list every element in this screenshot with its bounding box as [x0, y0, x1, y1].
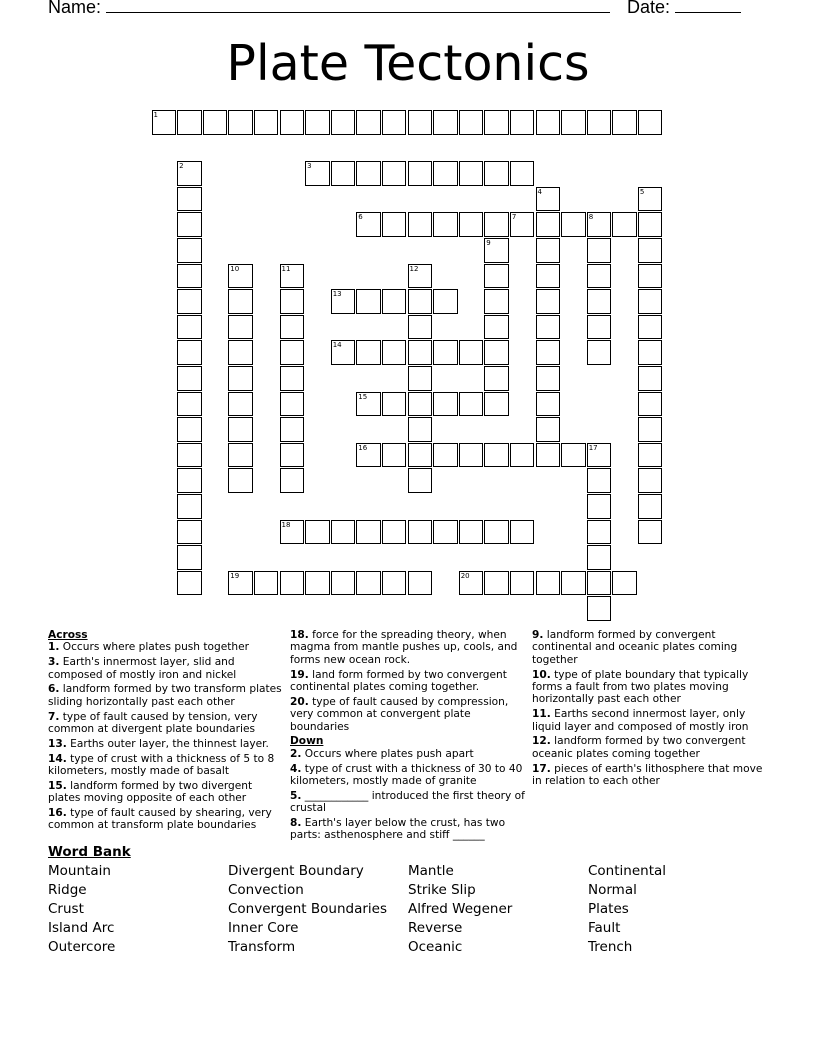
grid-cell[interactable]	[382, 289, 407, 314]
grid-cell[interactable]	[408, 110, 433, 135]
grid-cell[interactable]	[484, 571, 509, 596]
grid-cell[interactable]	[331, 520, 356, 545]
grid-cell[interactable]	[638, 110, 663, 135]
grid-cell[interactable]	[638, 443, 663, 468]
grid-cell[interactable]	[484, 392, 509, 417]
grid-cell[interactable]	[536, 289, 561, 314]
grid-cell[interactable]	[408, 161, 433, 186]
grid-cell[interactable]	[152, 110, 177, 135]
grid-cell[interactable]	[280, 315, 305, 340]
clue-num: 13.	[48, 737, 67, 750]
clue-num: 12.	[532, 735, 551, 748]
grid-cell[interactable]	[587, 238, 612, 263]
grid-cell[interactable]	[561, 212, 586, 237]
grid-cell[interactable]	[408, 212, 433, 237]
grid-cell[interactable]	[536, 392, 561, 417]
grid-cell[interactable]	[408, 392, 433, 417]
across-clue	[48, 738, 284, 750]
grid-cell[interactable]	[280, 417, 305, 442]
grid-cell[interactable]	[382, 520, 407, 545]
grid-cell[interactable]	[305, 110, 330, 135]
clue-number: 2	[179, 162, 184, 171]
clue-number: 15	[358, 392, 368, 401]
grid-cell[interactable]	[459, 520, 484, 545]
grid-cell[interactable]	[331, 571, 356, 596]
clue-num: 6.	[48, 683, 60, 696]
grid-cell[interactable]	[177, 571, 202, 596]
word-bank-item: Reverse	[408, 920, 463, 936]
clue-text: Earths outer layer, the thinnest layer.	[66, 737, 269, 750]
down-clue	[532, 669, 772, 706]
across-clue	[48, 753, 284, 778]
grid-cell[interactable]	[228, 366, 253, 391]
grid-cell[interactable]	[587, 110, 612, 135]
clues-column-2	[290, 629, 526, 844]
clue-text: landform formed by two divergent plates moving opposite of each other	[48, 779, 253, 805]
clue-num: 20.	[290, 695, 309, 708]
grid-cell[interactable]	[459, 212, 484, 237]
across-clue	[48, 656, 284, 681]
grid-cell[interactable]	[382, 161, 407, 186]
grid-cell[interactable]	[408, 520, 433, 545]
grid-cell[interactable]	[177, 187, 202, 212]
grid-cell[interactable]	[177, 315, 202, 340]
grid-cell[interactable]	[638, 340, 663, 365]
grid-cell[interactable]	[536, 315, 561, 340]
grid-cell[interactable]	[587, 468, 612, 493]
clue-number: 18	[281, 520, 291, 529]
across-clue	[48, 780, 284, 805]
grid-cell[interactable]	[484, 520, 509, 545]
clue-num: 10.	[532, 668, 551, 681]
grid-cell[interactable]	[331, 110, 356, 135]
grid-cell[interactable]	[484, 289, 509, 314]
clue-number: 13	[332, 290, 342, 299]
clue-num: 9.	[532, 629, 544, 641]
across-clue	[48, 807, 284, 832]
grid-cell[interactable]	[484, 212, 509, 237]
grid-cell[interactable]	[587, 520, 612, 545]
grid-cell[interactable]	[177, 212, 202, 237]
across-clue	[48, 641, 284, 653]
grid-cell[interactable]	[536, 571, 561, 596]
grid-cell[interactable]	[356, 212, 381, 237]
grid-cell[interactable]	[561, 443, 586, 468]
grid-cell[interactable]	[356, 520, 381, 545]
grid-cell[interactable]	[638, 392, 663, 417]
clue-number: 10	[230, 264, 240, 273]
grid-cell[interactable]	[356, 340, 381, 365]
word-bank-item: Oceanic	[408, 939, 463, 955]
grid-cell[interactable]	[510, 161, 535, 186]
grid-cell[interactable]	[484, 238, 509, 263]
grid-cell[interactable]	[612, 212, 637, 237]
clues-column-1	[48, 629, 284, 834]
grid-cell[interactable]	[408, 289, 433, 314]
grid-cell[interactable]	[484, 443, 509, 468]
clue-text: type of fault caused by shearing, very common at transform plate boundaries	[48, 807, 272, 832]
grid-cell[interactable]	[280, 392, 305, 417]
grid-cell[interactable]	[280, 443, 305, 468]
clue-number: 14	[332, 341, 342, 350]
grid-cell[interactable]	[408, 417, 433, 442]
grid-cell[interactable]	[484, 366, 509, 391]
name-label: Name:	[48, 0, 102, 17]
word-bank-item: Island Arc	[48, 920, 115, 936]
grid-cell[interactable]	[305, 571, 330, 596]
grid-cell[interactable]	[356, 392, 381, 417]
word-bank-item: Convergent Boundaries	[228, 901, 387, 917]
across-clue	[290, 669, 526, 694]
grid-cell[interactable]	[433, 289, 458, 314]
grid-cell[interactable]	[638, 417, 663, 442]
grid-cell[interactable]	[536, 238, 561, 263]
grid-cell[interactable]	[177, 161, 202, 186]
clue-num: 2.	[290, 747, 302, 760]
grid-cell[interactable]	[382, 392, 407, 417]
grid-cell[interactable]	[177, 289, 202, 314]
word-bank-item: Mantle	[408, 863, 454, 879]
grid-cell[interactable]	[638, 264, 663, 289]
clue-number: 12	[409, 264, 419, 273]
grid-cell[interactable]	[382, 110, 407, 135]
grid-cell[interactable]	[203, 110, 228, 135]
clue-num: 19.	[290, 668, 309, 681]
across-clue	[48, 683, 284, 708]
grid-cell[interactable]	[587, 212, 612, 237]
grid-cell[interactable]	[305, 520, 330, 545]
grid-cell[interactable]	[280, 110, 305, 135]
word-bank-item: Ridge	[48, 882, 87, 898]
grid-cell[interactable]	[356, 289, 381, 314]
clue-number: 9	[486, 239, 491, 247]
word-bank-item: Trench	[588, 939, 633, 955]
grid-cell[interactable]	[510, 520, 535, 545]
grid-cell[interactable]	[536, 340, 561, 365]
clue-text: type of crust with a thickness of 30 to 40 kilometers, mostly made of granite	[290, 762, 523, 788]
word-bank-title: Word Bank	[48, 844, 131, 860]
grid-cell[interactable]	[484, 264, 509, 289]
clue-num: 17.	[532, 762, 551, 775]
word-bank-item: Plates	[588, 901, 629, 917]
grid-cell[interactable]	[408, 468, 433, 493]
down-clue	[532, 763, 772, 788]
word-bank-item: Fault	[588, 920, 621, 936]
clue-text: land form formed by two convergent continental plates coming together.	[290, 668, 507, 694]
grid-cell[interactable]	[331, 161, 356, 186]
grid-cell[interactable]	[280, 366, 305, 391]
grid-cell[interactable]	[382, 443, 407, 468]
grid-cell[interactable]	[433, 520, 458, 545]
grid-cell[interactable]	[280, 340, 305, 365]
clue-number: 6	[358, 213, 363, 222]
clue-number: 16	[358, 443, 368, 452]
across-clue	[290, 629, 526, 666]
grid-cell[interactable]	[280, 289, 305, 314]
grid-cell[interactable]	[228, 571, 253, 596]
grid-cell[interactable]	[177, 443, 202, 468]
clue-num: 16.	[48, 807, 67, 820]
clue-text: type of fault caused by compression, very common at convergent plate boundaries	[290, 695, 509, 733]
grid-cell[interactable]	[484, 315, 509, 340]
clue-num: 5.	[290, 789, 302, 802]
grid-cell[interactable]	[484, 161, 509, 186]
grid-cell[interactable]	[587, 571, 612, 596]
grid-cell[interactable]	[536, 110, 561, 135]
down-clue	[290, 748, 526, 760]
clue-text: type of plate boundary that typically forms a fault from two plates moving horizontally past each other	[532, 668, 749, 706]
clue-num: 4.	[290, 762, 302, 775]
grid-cell[interactable]	[331, 340, 356, 365]
grid-cell[interactable]	[587, 443, 612, 468]
grid-cell[interactable]	[408, 571, 433, 596]
grid-cell[interactable]	[433, 443, 458, 468]
grid-cell[interactable]	[177, 468, 202, 493]
grid-cell[interactable]	[536, 417, 561, 442]
down-clue	[532, 708, 772, 733]
grid-cell[interactable]	[433, 392, 458, 417]
grid-cell[interactable]	[638, 366, 663, 391]
clue-number: 11	[281, 264, 291, 273]
clue-number: 3	[307, 162, 312, 171]
grid-cell[interactable]	[433, 110, 458, 135]
grid-cell[interactable]	[280, 520, 305, 545]
grid-cell[interactable]	[459, 161, 484, 186]
grid-cell[interactable]	[561, 571, 586, 596]
grid-cell[interactable]	[510, 571, 535, 596]
grid-cell[interactable]	[177, 494, 202, 519]
grid-cell[interactable]	[382, 340, 407, 365]
word-bank-item: Transform	[228, 939, 296, 955]
grid-cell[interactable]	[408, 315, 433, 340]
grid-cell[interactable]	[587, 596, 612, 621]
grid-cell[interactable]	[638, 520, 663, 545]
grid-cell[interactable]	[536, 264, 561, 289]
word-bank-item: Convection	[228, 882, 304, 898]
grid-cell[interactable]	[177, 545, 202, 570]
grid-cell[interactable]	[484, 340, 509, 365]
grid-cell[interactable]	[382, 571, 407, 596]
grid-cell[interactable]	[612, 571, 637, 596]
clue-number: 7	[511, 213, 517, 222]
grid-cell[interactable]	[177, 110, 202, 135]
clue-num: 14.	[48, 752, 67, 765]
down-clue	[290, 790, 526, 815]
grid-cell[interactable]	[408, 366, 433, 391]
grid-cell[interactable]	[177, 340, 202, 365]
clues-column-3	[532, 629, 772, 790]
grid-cell[interactable]	[536, 366, 561, 391]
grid-cell[interactable]	[280, 468, 305, 493]
clue-text: Occurs where plates push together	[59, 641, 249, 654]
grid-cell[interactable]	[587, 494, 612, 519]
grid-cell[interactable]	[228, 392, 253, 417]
grid-cell[interactable]	[228, 289, 253, 314]
grid-cell[interactable]	[228, 340, 253, 365]
clue-text: Earths second innermost layer, only liquid layer and composed of mostly iron	[532, 708, 749, 733]
grid-cell[interactable]	[408, 340, 433, 365]
word-bank-item: Strike Slip	[408, 882, 476, 898]
clue-text: Earth's layer below the crust, has two parts: asthenosphere and stiff ______	[290, 817, 506, 842]
clue-text: ____________ introduced the first theory of crustal	[290, 789, 525, 815]
grid-cell[interactable]	[356, 110, 381, 135]
clue-num: 18.	[290, 629, 309, 641]
grid-cell[interactable]	[536, 212, 561, 237]
down-clue	[532, 629, 772, 666]
grid-cell[interactable]	[510, 443, 535, 468]
clue-text: pieces of earth's lithosphere that move in relation to each other	[532, 762, 763, 788]
grid-cell[interactable]	[459, 110, 484, 135]
grid-cell[interactable]	[638, 187, 663, 212]
clue-text: type of crust with a thickness of 5 to 8 kilometers, mostly made of basalt	[48, 752, 275, 778]
grid-cell[interactable]	[587, 340, 612, 365]
down-heading: Down	[290, 735, 324, 748]
grid-cell[interactable]	[408, 264, 433, 289]
grid-cell[interactable]	[459, 571, 484, 596]
grid-cell[interactable]	[254, 571, 279, 596]
clue-number: 20	[460, 571, 470, 580]
grid-cell[interactable]	[356, 443, 381, 468]
grid-cell[interactable]	[228, 417, 253, 442]
grid-cell[interactable]	[638, 212, 663, 237]
clue-number: 19	[230, 571, 240, 580]
date-label: Date:	[627, 0, 671, 17]
clue-number: 17	[588, 443, 598, 452]
grid-cell[interactable]	[177, 417, 202, 442]
page-title: Plate Tectonics	[226, 35, 590, 92]
clue-text: landform formed by two transform plates sliding horizontally past each other	[48, 683, 282, 708]
word-bank-item: Normal	[588, 882, 637, 898]
word-bank-item: Inner Core	[228, 920, 299, 936]
grid-cell[interactable]	[459, 392, 484, 417]
grid-cell[interactable]	[638, 494, 663, 519]
grid-cell[interactable]	[433, 161, 458, 186]
grid-cell[interactable]	[510, 110, 535, 135]
across-heading: Across	[48, 629, 88, 641]
clue-number: 1	[153, 111, 158, 119]
grid-cell[interactable]	[177, 238, 202, 263]
across-clue	[290, 696, 526, 733]
grid-cell[interactable]	[587, 315, 612, 340]
clue-num: 8.	[290, 817, 302, 830]
down-clue	[290, 817, 526, 842]
clue-number: 5	[639, 187, 645, 196]
grid-cell[interactable]	[177, 520, 202, 545]
grid-cell[interactable]	[228, 110, 253, 135]
clue-num: 15.	[48, 779, 67, 792]
word-bank-item: Continental	[588, 863, 667, 879]
clue-num: 7.	[48, 710, 60, 723]
grid-cell[interactable]	[459, 340, 484, 365]
grid-cell[interactable]	[433, 340, 458, 365]
grid-cell[interactable]	[536, 187, 561, 212]
clue-text: Earth's innermost layer, slid and composed of mostly iron and nickel	[48, 656, 237, 681]
word-bank-item: Outercore	[48, 939, 116, 955]
grid-cell[interactable]	[510, 212, 535, 237]
grid-cell[interactable]	[356, 161, 381, 186]
clue-text: landform formed by convergent continental and oceanic plates coming together	[532, 629, 738, 666]
grid-cell[interactable]	[459, 443, 484, 468]
across-clue	[48, 711, 284, 736]
grid-cell[interactable]	[484, 110, 509, 135]
grid-cell[interactable]	[331, 289, 356, 314]
down-clue	[532, 735, 772, 760]
down-clue	[290, 763, 526, 788]
grid-cell[interactable]	[561, 110, 586, 135]
clue-number: 8	[588, 213, 594, 222]
word-bank-item: Alfred Wegener	[408, 901, 513, 917]
grid-cell[interactable]	[177, 366, 202, 391]
grid-cell[interactable]	[638, 289, 663, 314]
grid-cell[interactable]	[177, 264, 202, 289]
grid-cell[interactable]	[280, 264, 305, 289]
clue-num: 11.	[532, 708, 551, 721]
grid-cell[interactable]	[536, 443, 561, 468]
clue-number: 4	[537, 187, 542, 196]
grid-cell[interactable]	[587, 264, 612, 289]
grid-cell[interactable]	[638, 468, 663, 493]
grid-cell[interactable]	[612, 110, 637, 135]
grid-cell[interactable]	[356, 571, 381, 596]
grid-cell[interactable]	[587, 289, 612, 314]
grid-cell[interactable]	[587, 545, 612, 570]
word-bank-item: Crust	[48, 901, 84, 917]
grid-cell[interactable]	[228, 468, 253, 493]
grid-cell[interactable]	[638, 315, 663, 340]
clue-text: force for the spreading theory, when magma from mantle pushes up, cools, and forms new ocean rock.	[290, 629, 518, 666]
grid-cell[interactable]	[433, 212, 458, 237]
grid-cell[interactable]	[228, 264, 253, 289]
clue-num: 3.	[48, 656, 60, 669]
clue-text: Occurs where plates push apart	[301, 747, 474, 760]
grid-cell[interactable]	[177, 392, 202, 417]
clue-num: 1.	[48, 641, 60, 654]
clue-text: type of fault caused by tension, very common at divergent plate boundaries	[48, 710, 258, 736]
clue-text: landform formed by two convergent oceanic plates coming together	[532, 735, 746, 760]
grid-cell[interactable]	[228, 443, 253, 468]
grid-cell[interactable]	[228, 315, 253, 340]
word-bank-item: Divergent Boundary	[228, 863, 364, 879]
grid-cell[interactable]	[280, 571, 305, 596]
word-bank-item: Mountain	[48, 863, 111, 879]
grid-cell[interactable]	[305, 161, 330, 186]
grid-cell[interactable]	[408, 443, 433, 468]
grid-cell[interactable]	[638, 238, 663, 263]
grid-cell[interactable]	[254, 110, 279, 135]
grid-cell[interactable]	[382, 212, 407, 237]
